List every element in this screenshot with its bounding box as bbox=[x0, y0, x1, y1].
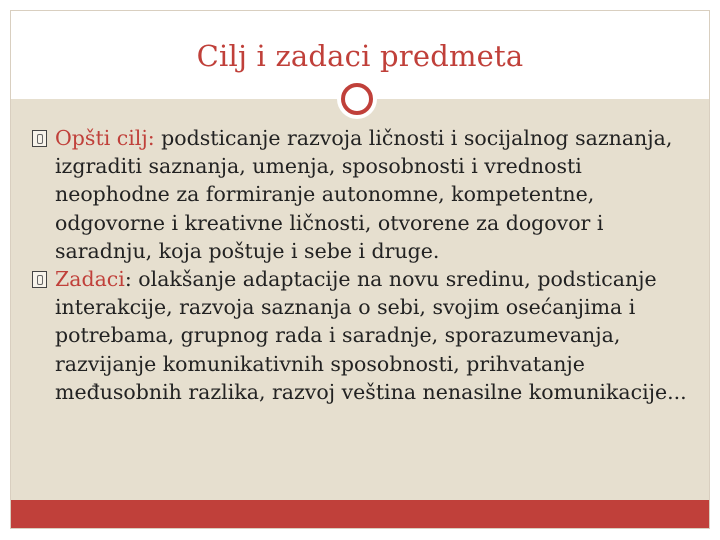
decorative-ring-icon bbox=[337, 79, 377, 119]
slide-title: Cilj i zadaci predmeta bbox=[196, 39, 524, 73]
bullet-item-tasks bbox=[32, 265, 698, 406]
bullet-item-goal bbox=[32, 124, 698, 265]
footer-bar bbox=[11, 500, 709, 528]
bullet-term-separator: : bbox=[124, 267, 132, 292]
bullet-term: Opšti cilj bbox=[55, 126, 148, 150]
bullet-text: podsticanje razvoja ličnosti i socijalnog saznanja, izgraditi saznanja, umenja, sposobnosti i vrednosti neophodne za formiranje autonomne, kompetentne, odgovorne i kreativne ličnosti, otvorene za dogovor i saradnju, koja poštuje i sebe i druge. bbox=[55, 126, 673, 263]
bullet-term-separator: : bbox=[147, 126, 155, 150]
bullet-marker-icon bbox=[32, 130, 47, 147]
bullet-marker-icon bbox=[32, 271, 47, 288]
bullet-term: Zadaci bbox=[55, 267, 125, 292]
ring-inner-icon bbox=[341, 83, 373, 115]
bullet-list bbox=[32, 124, 698, 406]
bullet-text: olakšanje adaptacije na novu sredinu, podsticanje interakcije, razvoja saznanja o sebi, svojim osećanjima i potrebama, grupnog rada i saradnje, sporazumevanja, razvijanje komunikativnih sposobnosti, prihvatanje međusobnih razlika, razvoj veština nenasilne komunikacije... bbox=[55, 267, 687, 404]
